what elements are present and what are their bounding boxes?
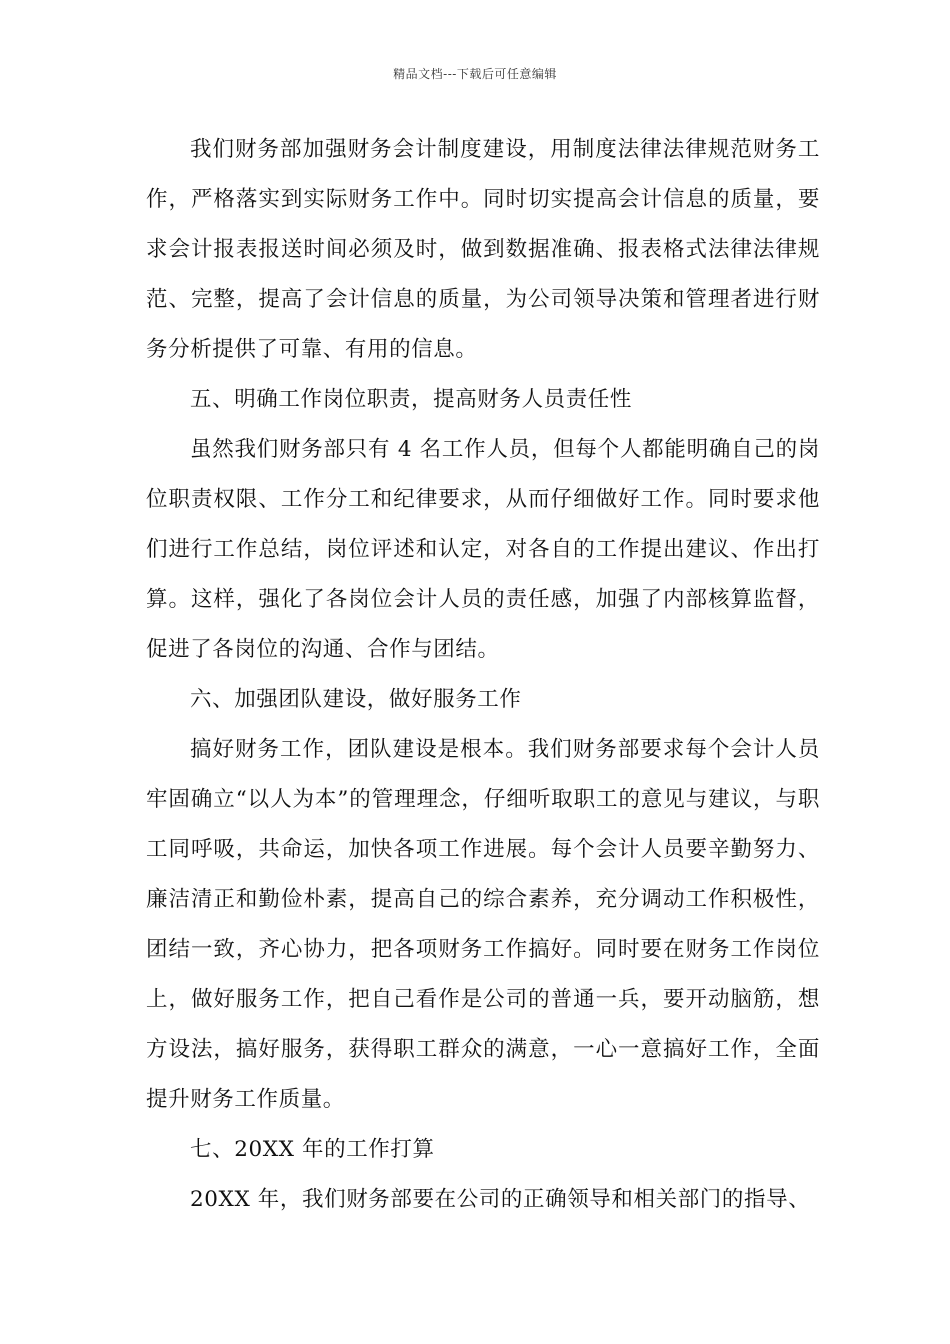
section-heading-7: 七、20XX 年的工作打算 <box>190 1137 435 1162</box>
paragraph-responsibilities: 虽然我们财务部只有 4 名工作人员，但每个人都能明确自己的岗位职责权限、工作分工和纪律要求，从而仔细做好工作。同时要求他们进行工作总结，岗位评述和认定，对各自的工作提出建议、作出打算。这样，强化了各岗位会计人员的责任感，加强了内部核算监督，促进了各岗位的沟通、合作与团结。 <box>146 437 820 662</box>
section-heading-5: 五、明确工作岗位职责，提高财务人员责任性 <box>190 387 633 412</box>
paragraph-finance-system: 我们财务部加强财务会计制度建设，用制度法律法律规范财务工作，严格落实到实际财务工作中。同时切实提高会计信息的质量，要求会计报表报送时间必须及时，做到数据准确、报表格式法律法律规范、完整，提高了会计信息的质量，为公司领导决策和管理者进行财务分析提供了可靠、有用的信息。 <box>146 137 820 362</box>
paragraph-next-year-plan: 20XX 年，我们财务部要在公司的正确领导和相关部门的指导、 <box>190 1187 811 1212</box>
paragraph-team-building: 搞好财务工作，团队建设是根本。我们财务部要求每个会计人员牢固确立“以人为本”的管理理念，仔细听取职工的意见与建议，与职工同呼吸，共命运，加快各项工作进展。每个会计人员要辛勤努力、廉洁清正和勤俭朴素，提高自己的综合素养，充分调动工作积极性，团结一致，齐心协力，把各项财务工作搞好。同时要在财务工作岗位上，做好服务工作，把自己看作是公司的普通一兵，要开动脑筋，想方设法，搞好服务，获得职工群众的满意，一心一意搞好工作，全面提升财务工作质量。 <box>146 737 820 1112</box>
page-header: 精品文档---下载后可任意编辑 <box>393 67 557 81</box>
document-body <box>146 125 820 1225</box>
section-heading-6: 六、加强团队建设，做好服务工作 <box>190 687 522 712</box>
